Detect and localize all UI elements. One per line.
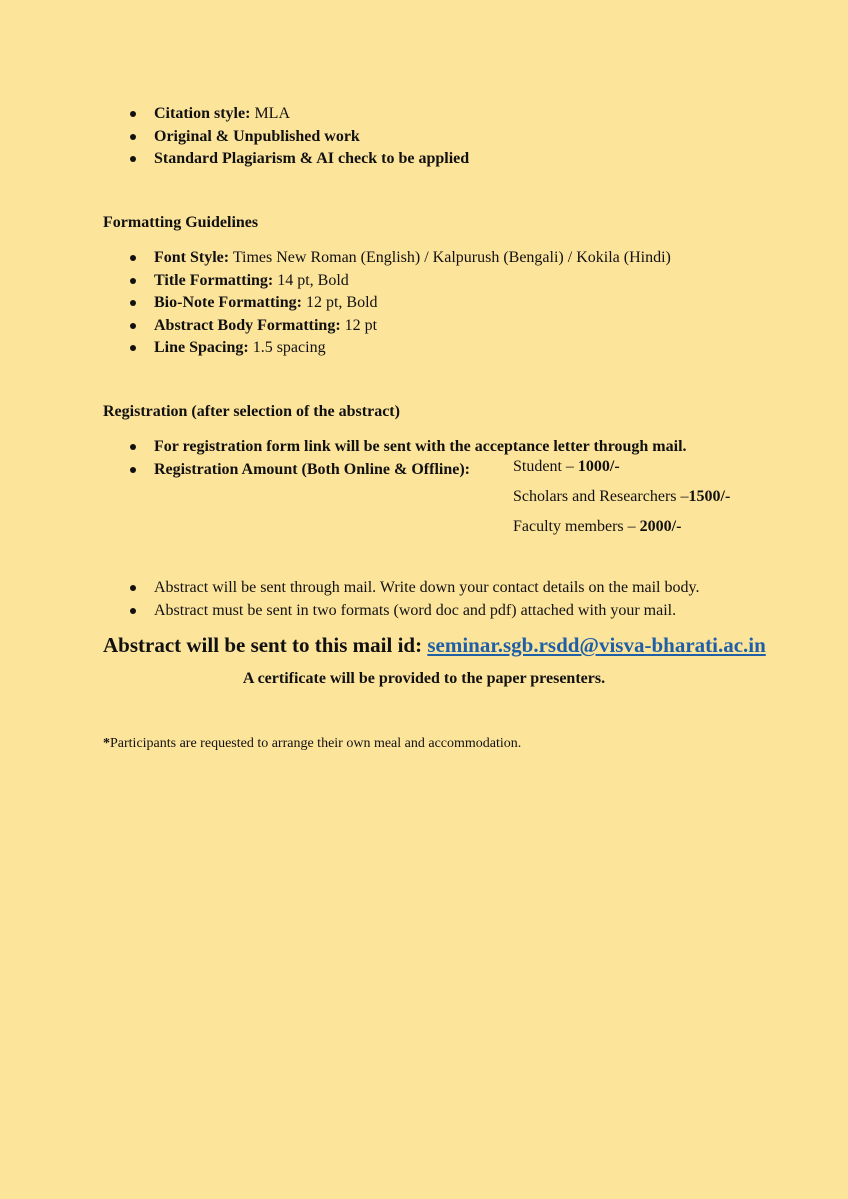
mail-line <box>103 633 766 658</box>
bullet-icon <box>130 300 136 306</box>
registration-heading: Registration (after selection of the abstract) <box>103 403 400 420</box>
bullet-icon <box>130 608 136 614</box>
list-item: Original & Unpublished work <box>130 126 469 149</box>
list-item: Font Style: Times New Roman (English) / Kalpurush (Bengali) / Kokila (Hindi) <box>130 247 671 270</box>
submission-list <box>130 577 699 622</box>
certificate-note: A certificate will be provided to the paper presenters. <box>242 670 606 687</box>
footnote <box>103 736 521 752</box>
bullet-icon <box>130 323 136 329</box>
requirements-list <box>130 103 469 171</box>
mail-link[interactable]: seminar.sgb.rsdd@visva-bharati.ac.in <box>427 633 766 657</box>
list-item: Registration Amount (Both Online & Offline): <box>130 459 687 482</box>
bullet-icon <box>130 156 136 162</box>
registration-amount-student: Student – 1000/- <box>513 458 620 475</box>
bullet-icon <box>130 134 136 140</box>
list-item: Title Formatting: 14 pt, Bold <box>130 270 671 293</box>
list-item: Bio-Note Formatting: 12 pt, Bold <box>130 292 671 315</box>
bullet-icon <box>130 278 136 284</box>
registration-amount-faculty: Faculty members – 2000/- <box>513 518 682 535</box>
formatting-list <box>130 247 671 360</box>
list-item: Citation style: MLA <box>130 103 469 126</box>
footnote-text: Participants are requested to arrange their own meal and accommodation. <box>110 736 522 751</box>
bullet-icon <box>130 255 136 261</box>
formatting-heading: Formatting Guidelines <box>103 214 259 231</box>
bullet-icon <box>130 467 136 473</box>
footnote-mark: * <box>103 736 110 751</box>
list-item: For registration form link will be sent with the acceptance letter through mail. <box>130 436 687 459</box>
list-item: Abstract Body Formatting: 12 pt <box>130 315 671 338</box>
bullet-icon <box>130 444 136 450</box>
mail-label: Abstract will be sent to this mail id: <box>103 633 428 657</box>
list-item: Abstract must be sent in two formats (word doc and pdf) attached with your mail. <box>130 600 699 623</box>
list-item: Abstract will be sent through mail. Write down your contact details on the mail body. <box>130 577 699 600</box>
registration-amount-scholars: Scholars and Researchers –1500/- <box>513 488 731 505</box>
list-item: Line Spacing: 1.5 spacing <box>130 337 671 360</box>
bullet-icon <box>130 585 136 591</box>
bullet-icon <box>130 345 136 351</box>
list-item: Standard Plagiarism & AI check to be applied <box>130 148 469 171</box>
bullet-icon <box>130 111 136 117</box>
